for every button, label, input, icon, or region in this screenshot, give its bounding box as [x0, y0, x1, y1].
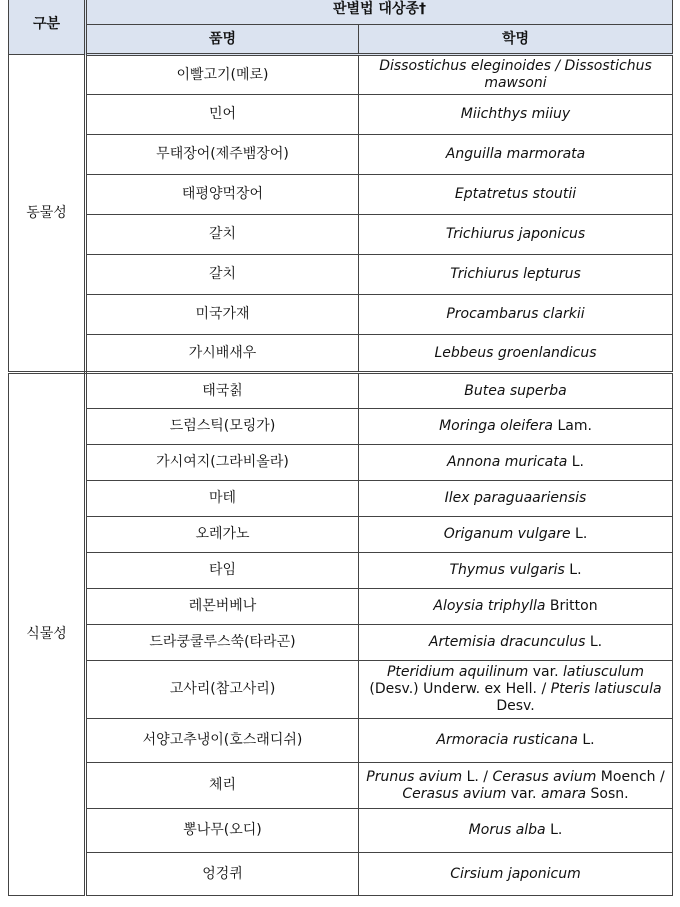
scientific-name-authority: L.	[545, 822, 563, 838]
scientific-name-cell	[359, 661, 673, 719]
scientific-name-italic: Miichthys miiuy	[460, 106, 571, 122]
product-name-cell: 가시여지(그라비올라)	[86, 445, 359, 481]
scientific-name-italic: Aloysia triphylla	[433, 598, 546, 614]
scientific-name-authority: L.	[585, 634, 603, 650]
table-row	[9, 373, 673, 409]
table-row	[9, 809, 673, 853]
table-row	[9, 625, 673, 661]
product-name-cell: 드럼스틱(모링가)	[86, 409, 359, 445]
product-name-cell: 민어	[86, 95, 359, 135]
product-name-cell: 태국칡	[86, 373, 359, 409]
product-name-cell: 갈치	[86, 255, 359, 295]
product-name-cell: 고사리(참고사리)	[86, 661, 359, 719]
scientific-name-cell	[359, 853, 673, 896]
scientific-name-italic: Trichiurus lepturus	[450, 266, 581, 282]
product-name-cell: 엉겅퀴	[86, 853, 359, 896]
product-name-cell: 미국가재	[86, 295, 359, 335]
scientific-name-authority: Desv.	[496, 698, 535, 714]
scientific-name-authority: Britton	[545, 598, 598, 614]
scientific-name-italic: Pteridium aquilinum	[386, 664, 529, 680]
scientific-name-italic: Eptatretus stoutii	[454, 186, 577, 202]
category-cell: 식물성	[9, 373, 86, 896]
table-row	[9, 409, 673, 445]
scientific-name-italic: Butea superba	[464, 382, 567, 399]
group-title-header: 판별법 대상종†	[86, 0, 673, 25]
scientific-name-italic: Ilex paraguaariensis	[444, 490, 587, 506]
scientific-name-italic: Cirsium japonicum	[450, 865, 581, 882]
table-row	[9, 661, 673, 719]
table-row	[9, 95, 673, 135]
table-row	[9, 215, 673, 255]
scientific-name-authority: L.	[564, 562, 582, 578]
scientific-name-cell	[359, 809, 673, 853]
product-name-cell: 레몬버베나	[86, 589, 359, 625]
scientific-name-authority: L.	[577, 732, 595, 748]
scientific-name-italic: Annona muricata	[447, 454, 568, 470]
scientific-name-italic: Dissostichus eleginoides / Dissostichus mawsoni	[379, 58, 652, 91]
scientific-name-cell	[359, 255, 673, 295]
table-row	[9, 853, 673, 896]
scientific-name-italic: Morus alba	[468, 822, 546, 838]
scientific-name-cell	[359, 95, 673, 135]
scientific-name-italic: Lebbeus groenlandicus	[434, 344, 597, 361]
scientific-name-cell	[359, 373, 673, 409]
scientific-name-authority: L.	[570, 526, 588, 542]
scientific-name-cell	[359, 719, 673, 763]
product-name-cell: 마테	[86, 481, 359, 517]
scientific-name-cell	[359, 553, 673, 589]
product-name-cell: 이빨고기(메로)	[86, 55, 359, 95]
scientific-name-authority: L.	[567, 454, 584, 470]
table-row	[9, 335, 673, 373]
scientific-name-cell	[359, 215, 673, 255]
scientific-name-cell	[359, 625, 673, 661]
scientific-name-authority: Sosn.	[586, 785, 629, 802]
product-name-cell: 타임	[86, 553, 359, 589]
scientific-name-italic: amara	[540, 785, 587, 802]
sci-column-header: 학명	[359, 25, 673, 55]
scientific-name-italic: Trichiurus japonicus	[445, 226, 586, 242]
scientific-name-cell	[359, 55, 673, 95]
product-name-cell: 뽕나무(오디)	[86, 809, 359, 853]
table-row	[9, 255, 673, 295]
scientific-name-authority: var.	[528, 664, 563, 680]
scientific-name-italic: Thymus vulgaris	[449, 562, 565, 578]
product-name-cell: 체리	[86, 763, 359, 809]
scientific-name-italic: Procambarus clarkii	[446, 306, 585, 322]
scientific-name-cell	[359, 135, 673, 175]
table-row	[9, 135, 673, 175]
scientific-name-cell	[359, 409, 673, 445]
product-name-cell: 무태장어(제주뱀장어)	[86, 135, 359, 175]
scientific-name-cell	[359, 295, 673, 335]
scientific-name-authority: Lam.	[553, 418, 592, 434]
product-name-cell: 서양고추냉이(호스래디쉬)	[86, 719, 359, 763]
table-row	[9, 589, 673, 625]
product-name-cell: 태평양먹장어	[86, 175, 359, 215]
scientific-name-italic: Cerasus avium	[402, 785, 507, 802]
scientific-name-italic: Cerasus avium	[492, 768, 597, 785]
product-name-cell: 오레가노	[86, 517, 359, 553]
table-row	[9, 55, 673, 95]
scientific-name-italic: Pteris latiuscula	[550, 681, 662, 697]
scientific-name-cell	[359, 589, 673, 625]
scientific-name-cell	[359, 445, 673, 481]
scientific-name-italic: Anguilla marmorata	[445, 146, 586, 162]
scientific-name-cell	[359, 175, 673, 215]
table-body	[9, 55, 673, 896]
table-row	[9, 763, 673, 809]
table-row	[9, 719, 673, 763]
scientific-name-cell	[359, 763, 673, 809]
table-row	[9, 517, 673, 553]
name-column-header: 품명	[86, 25, 359, 55]
scientific-name-authority: Moench /	[596, 768, 665, 785]
scientific-name-cell	[359, 481, 673, 517]
scientific-name-authority: L. /	[462, 768, 493, 785]
product-name-cell: 갈치	[86, 215, 359, 255]
scientific-name-italic: Moringa oleifera	[439, 418, 553, 434]
scientific-name-italic: Artemisia dracunculus	[428, 634, 586, 650]
scientific-name-authority: var.	[506, 785, 541, 802]
category-header: 구분	[9, 0, 86, 55]
scientific-name-italic: Armoracia rusticana	[436, 732, 578, 748]
table-row	[9, 295, 673, 335]
table-row	[9, 481, 673, 517]
scientific-name-authority: (Desv.) Underw. ex Hell. /	[369, 681, 551, 697]
scientific-name-cell	[359, 517, 673, 553]
scientific-name-italic: latiusculum	[563, 664, 644, 680]
scientific-name-cell	[359, 335, 673, 373]
table-row	[9, 175, 673, 215]
scientific-name-italic: Prunus avium	[366, 768, 463, 785]
product-name-cell: 드라쿵쿨루스쑥(타라곤)	[86, 625, 359, 661]
product-name-cell: 가시배새우	[86, 335, 359, 373]
table-row	[9, 553, 673, 589]
table-row	[9, 445, 673, 481]
species-table	[8, 0, 673, 896]
category-cell: 동물성	[9, 55, 86, 373]
scientific-name-italic: Origanum vulgare	[443, 526, 571, 542]
